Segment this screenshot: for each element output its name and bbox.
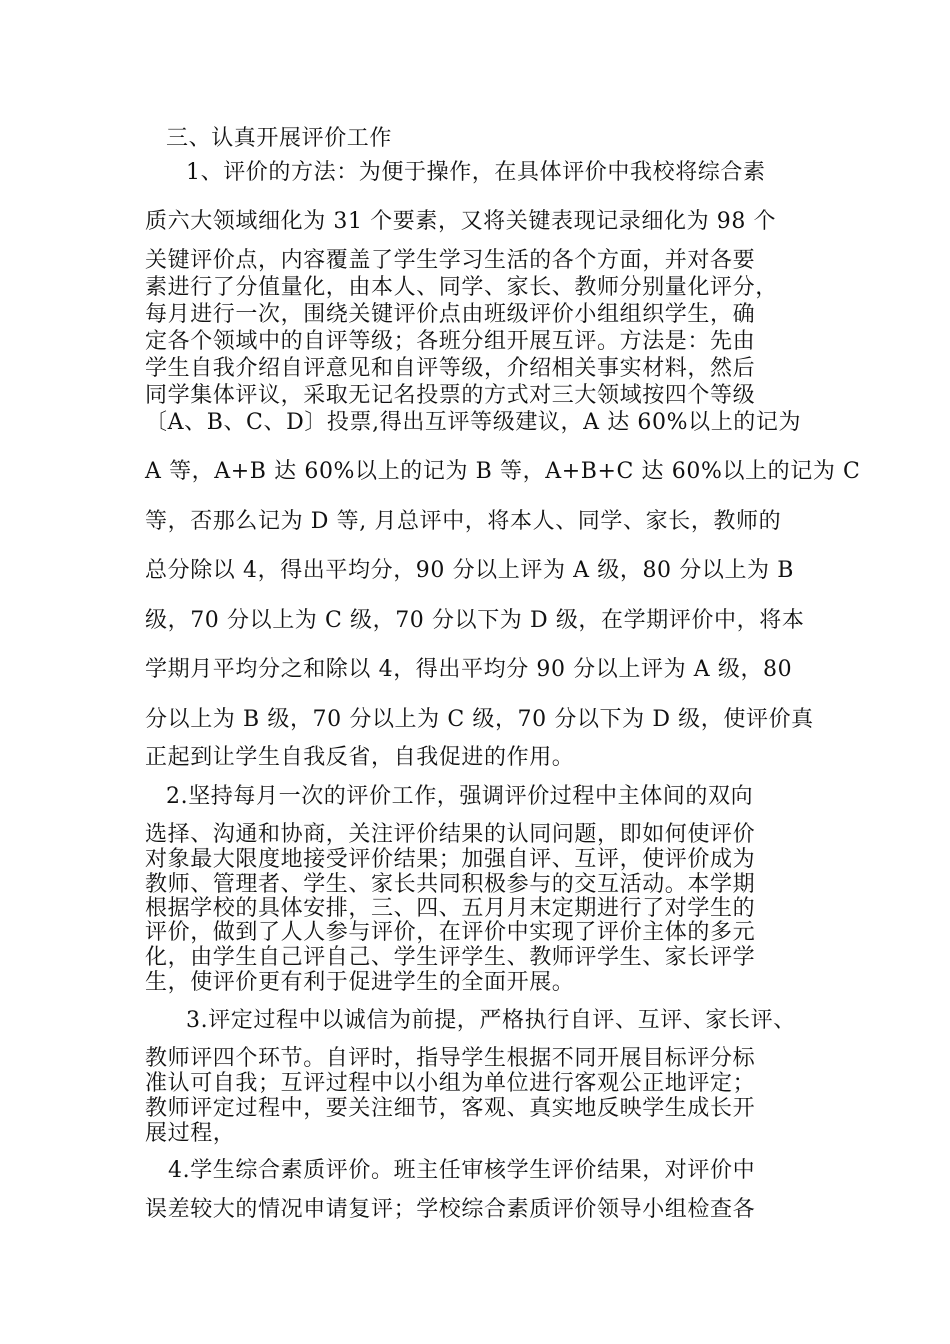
paragraph-line: 4.学生综合素质评价。班主任审核学生评价结果，对评价中 xyxy=(168,1158,756,1183)
paragraph-line: 素进行了分值量化，由本人、同学、家长、教师分别量化评分， xyxy=(145,275,778,300)
paragraph-line: 误差较大的情况申请复评；学校综合素质评价领导小组检查各 xyxy=(145,1197,756,1222)
paragraph-line: 定各个领域中的自评等级；各班分组开展互评。方法是：先由 xyxy=(145,329,756,354)
paragraph-line: 同学集体评议，采取无记名投票的方式对三大领域按四个等级 xyxy=(145,383,756,408)
paragraph-line: 对象最大限度地接受评价结果；加强自评、互评，使评价成为 xyxy=(145,847,756,872)
paragraph-line: 2.坚持每月一次的评价工作，强调评价过程中主体间的双向 xyxy=(166,784,754,809)
paragraph-line: 等，否那么记为 D 等, 月总评中，将本人、同学、家长，教师的 xyxy=(145,509,782,534)
paragraph-line: 每月进行一次，围绕关键评价点由班级评价小组组织学生，确 xyxy=(145,302,756,327)
paragraph-line: 根据学校的具体安排，三、四、五月月末定期进行了对学生的 xyxy=(145,896,756,921)
paragraph-line: 教师评定过程中，要关注细节，客观、真实地反映学生成长开 xyxy=(145,1096,756,1121)
paragraph-line: 3.评定过程中以诚信为前提，严格执行自评、互评、家长评、 xyxy=(186,1008,796,1033)
paragraph-line: 正起到让学生自我反省，自我促进的作用。 xyxy=(145,745,575,770)
paragraph-line: 质六大领域细化为 31 个要素，又将关键表现记录细化为 98 个 xyxy=(145,209,777,234)
paragraph-line: 〔A、B、C、D〕投票,得出互评等级建议，A 达 60%以上的记为 xyxy=(145,410,802,435)
paragraph-line: 学生自我介绍自评意见和自评等级，介绍相关事实材料，然后 xyxy=(145,356,756,381)
paragraph-line: 总分除以 4，得出平均分，90 分以上评为 A 级，80 分以上为 B xyxy=(145,558,795,583)
paragraph-line: 展过程， xyxy=(145,1121,236,1146)
paragraph-line: 1、评价的方法：为便于操作，在具体评价中我校将综合素 xyxy=(186,160,766,185)
paragraph-line: 级，70 分以上为 C 级，70 分以下为 D 级，在学期评价中，将本 xyxy=(145,608,805,633)
paragraph-line: 教师评四个环节。自评时，指导学生根据不同开展目标评分标 xyxy=(145,1046,756,1071)
paragraph-line: 选择、沟通和协商，关注评价结果的认同问题，即如何使评价 xyxy=(145,822,756,847)
paragraph-line: 教师、管理者、学生、家长共同积极参与的交互活动。本学期 xyxy=(145,872,756,897)
paragraph-line: 评价，做到了人人参与评价，在评价中实现了评价主体的多元 xyxy=(145,920,756,945)
paragraph-line: 化，由学生自己评自己、学生评学生、教师评学生、家长评学 xyxy=(145,945,756,970)
paragraph-line: 准认可自我；互评过程中以小组为单位进行客观公正地评定； xyxy=(145,1071,756,1096)
paragraph-line: A 等，A+B 达 60%以上的记为 B 等，A+B+C 达 60%以上的记为 C xyxy=(145,459,861,484)
paragraph-line: 生，使评价更有利于促进学生的全面开展。 xyxy=(145,970,575,995)
paragraph-line: 学期月平均分之和除以 4，得出平均分 90 分以上评为 A 级，80 xyxy=(145,657,793,682)
paragraph-line: 分以上为 B 级，70 分以上为 C 级，70 分以下为 D 级，使评价真 xyxy=(145,707,814,732)
section-heading: 三、认真开展评价工作 xyxy=(166,126,393,151)
paragraph-line: 关键评价点，内容覆盖了学生学习生活的各个方面，并对各要 xyxy=(145,248,756,273)
